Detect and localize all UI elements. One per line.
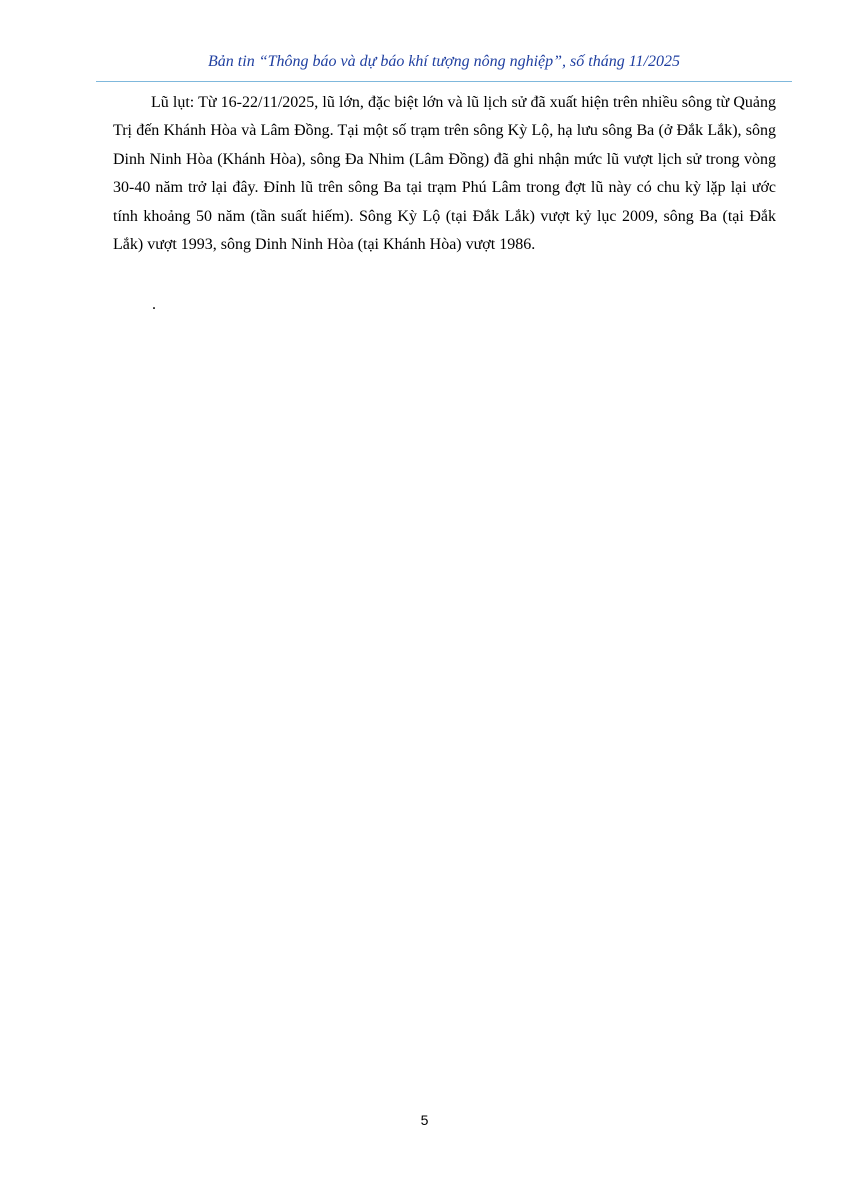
- page-number: 5: [420, 1112, 429, 1128]
- flood-paragraph: Lũ lụt: Từ 16-22/11/2025, lũ lớn, đặc biệt lớn và lũ lịch sử đã xuất hiện trên nhiều sông từ Quảng Trị đến Khánh Hòa và Lâm Đồng. Tại một số trạm trên sông Kỳ Lộ, hạ lưu sông Ba (ở Đắk Lắk), sông Dinh Ninh Hòa (Khánh Hòa), sông Đa Nhim (Lâm Đồng) đã ghi nhận mức lũ vượt lịch sử trong vòng 30-40 năm trở lại đây. Đỉnh lũ trên sông Ba tại trạm Phú Lâm trong đợt lũ này có chu kỳ lặp lại ước tính khoảng 50 năm (tần suất hiếm). Sông Kỳ Lộ (tại Đắk Lắk) vượt kỷ lục 2009, sông Ba (tại Đắk Lắk) vượt 1993, sông Dinh Ninh Hòa (tại Khánh Hòa) vượt 1986.: [113, 94, 776, 254]
- stray-period: .: [152, 296, 156, 313]
- header-divider: [96, 81, 792, 82]
- running-header: Bản tin “Thông báo và dự báo khí tượng nông nghiệp”, số tháng 11/2025: [208, 53, 680, 70]
